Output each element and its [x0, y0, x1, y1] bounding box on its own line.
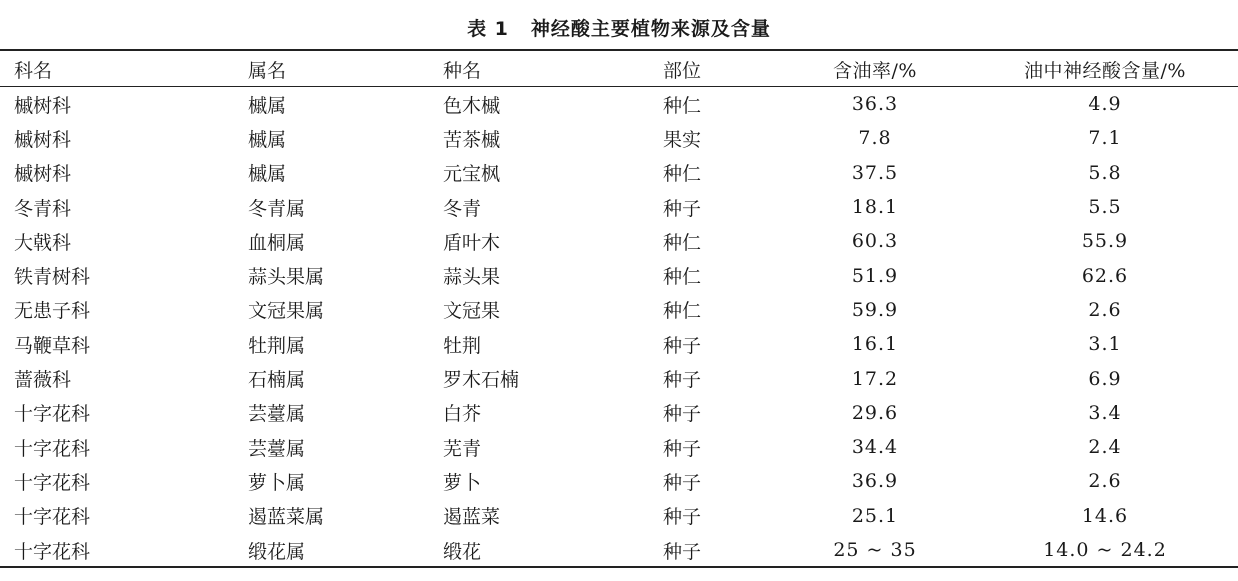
table-number: 表 1	[467, 18, 509, 40]
table-row	[0, 224, 1238, 258]
part-cell: 果实	[663, 128, 702, 151]
part-cell: 种仁	[663, 231, 702, 254]
nervonic-content-cell: 14.0 ~ 24.2	[1043, 539, 1167, 561]
family-cell: 槭树科	[14, 94, 72, 117]
table-row	[0, 396, 1238, 430]
table-header-row	[0, 52, 1238, 86]
oil-content-cell: 36.3	[851, 93, 899, 116]
family-cell: 冬青科	[14, 197, 72, 220]
species-cell: 罗木石楠	[443, 369, 520, 392]
header-oil-content: 含油率/%	[833, 59, 917, 82]
species-cell: 缎花	[443, 540, 482, 563]
table-row	[0, 121, 1238, 155]
oil-content-cell: 7.8	[858, 127, 892, 150]
nervonic-content-cell: 4.9	[1088, 93, 1122, 116]
nervonic-content-cell: 2.6	[1088, 470, 1122, 493]
genus-cell: 槭属	[248, 128, 287, 151]
table-row	[0, 293, 1238, 327]
table-row	[0, 156, 1238, 190]
table-row	[0, 327, 1238, 361]
table-row	[0, 464, 1238, 498]
table-row	[0, 499, 1238, 533]
part-cell: 种子	[663, 369, 702, 392]
species-cell: 芜青	[443, 437, 482, 460]
table-row	[0, 533, 1238, 567]
family-cell: 十字花科	[14, 471, 91, 494]
nervonic-content-cell: 55.9	[1081, 230, 1129, 253]
nervonic-content-cell: 3.4	[1088, 401, 1122, 424]
part-cell: 种子	[663, 334, 702, 357]
table-body	[0, 87, 1238, 567]
header-species: 种名	[443, 59, 482, 82]
header-nervonic-content: 油中神经酸含量/%	[1024, 59, 1186, 82]
species-cell: 文冠果	[443, 300, 501, 323]
nervonic-content-cell: 5.8	[1088, 161, 1122, 184]
genus-cell: 冬青属	[248, 197, 306, 220]
part-cell: 种子	[663, 506, 702, 529]
part-cell: 种仁	[663, 163, 702, 186]
species-cell: 盾叶木	[443, 231, 501, 254]
genus-cell: 槭属	[248, 94, 287, 117]
oil-content-cell: 60.3	[851, 230, 899, 253]
species-cell: 苦茶槭	[443, 128, 501, 151]
family-cell: 无患子科	[14, 300, 91, 323]
nervonic-content-cell: 7.1	[1088, 127, 1122, 150]
genus-cell: 蒜头果属	[248, 266, 325, 289]
table-row	[0, 430, 1238, 464]
nervonic-content-cell: 2.4	[1088, 436, 1122, 459]
species-cell: 冬青	[443, 197, 482, 220]
genus-cell: 萝卜属	[248, 471, 306, 494]
oil-content-cell: 37.5	[851, 161, 899, 184]
part-cell: 种仁	[663, 94, 702, 117]
nervonic-content-cell: 62.6	[1081, 264, 1129, 287]
species-cell: 蒜头果	[443, 266, 501, 289]
part-cell: 种子	[663, 403, 702, 426]
family-cell: 槭树科	[14, 163, 72, 186]
nervonic-content-cell: 5.5	[1088, 196, 1122, 219]
top-rule	[0, 49, 1238, 51]
header-part: 部位	[663, 59, 702, 82]
table-row	[0, 258, 1238, 292]
table-row	[0, 190, 1238, 224]
nervonic-content-cell: 2.6	[1088, 298, 1122, 321]
family-cell: 十字花科	[14, 403, 91, 426]
genus-cell: 石楠属	[248, 369, 306, 392]
oil-content-cell: 17.2	[851, 367, 899, 390]
species-cell: 色木槭	[443, 94, 501, 117]
family-cell: 槭树科	[14, 128, 72, 151]
part-cell: 种子	[663, 437, 702, 460]
genus-cell: 遏蓝菜属	[248, 506, 325, 529]
table-caption: 神经酸主要植物来源及含量	[530, 18, 771, 40]
nervonic-content-cell: 3.1	[1088, 333, 1122, 356]
family-cell: 十字花科	[14, 506, 91, 529]
table-title	[0, 14, 1238, 41]
part-cell: 种子	[663, 197, 702, 220]
oil-content-cell: 25.1	[851, 504, 899, 527]
part-cell: 种仁	[663, 300, 702, 323]
genus-cell: 缎花属	[248, 540, 306, 563]
oil-content-cell: 29.6	[851, 401, 899, 424]
genus-cell: 文冠果属	[248, 300, 325, 323]
family-cell: 大戟科	[14, 231, 72, 254]
family-cell: 马鞭草科	[14, 334, 91, 357]
nervonic-content-cell: 6.9	[1088, 367, 1122, 390]
species-cell: 元宝枫	[443, 163, 501, 186]
family-cell: 十字花科	[14, 540, 91, 563]
species-cell: 萝卜	[443, 471, 482, 494]
part-cell: 种子	[663, 471, 702, 494]
part-cell: 种仁	[663, 266, 702, 289]
genus-cell: 芸薹属	[248, 437, 306, 460]
nervonic-content-cell: 14.6	[1081, 504, 1129, 527]
oil-content-cell: 51.9	[851, 264, 899, 287]
family-cell: 十字花科	[14, 437, 91, 460]
species-cell: 白芥	[443, 403, 482, 426]
header-family: 科名	[14, 59, 53, 82]
family-cell: 铁青树科	[14, 266, 91, 289]
oil-content-cell: 59.9	[851, 298, 899, 321]
table-row	[0, 87, 1238, 121]
family-cell: 蔷薇科	[14, 369, 72, 392]
genus-cell: 槭属	[248, 163, 287, 186]
oil-content-cell: 36.9	[851, 470, 899, 493]
bottom-rule	[0, 566, 1238, 568]
header-genus: 属名	[248, 59, 287, 82]
species-cell: 牡荆	[443, 334, 482, 357]
oil-content-cell: 18.1	[851, 196, 899, 219]
genus-cell: 芸薹属	[248, 403, 306, 426]
genus-cell: 牡荆属	[248, 334, 306, 357]
species-cell: 遏蓝菜	[443, 506, 501, 529]
oil-content-cell: 34.4	[851, 436, 899, 459]
oil-content-cell: 16.1	[851, 333, 899, 356]
table-row	[0, 361, 1238, 395]
genus-cell: 血桐属	[248, 231, 306, 254]
part-cell: 种子	[663, 540, 702, 563]
oil-content-cell: 25 ~ 35	[833, 539, 917, 561]
